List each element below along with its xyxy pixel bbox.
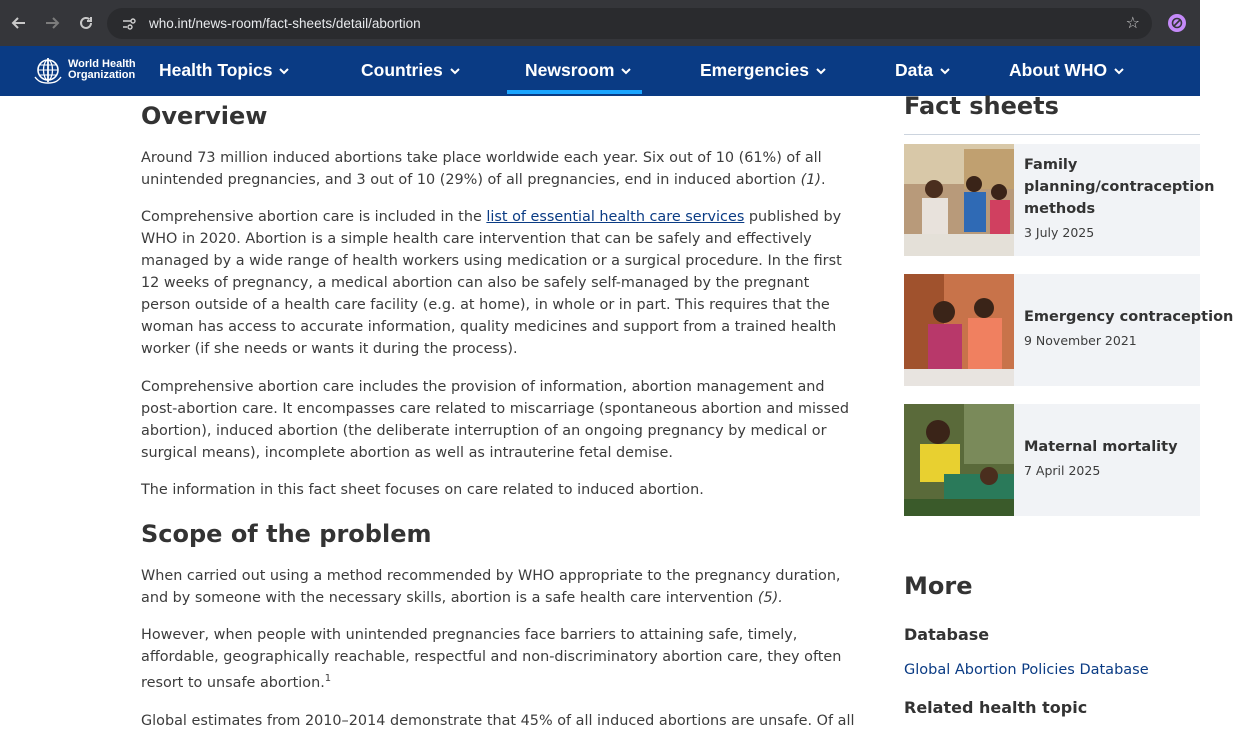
paragraph-7-partial: Global estimates from 2010–2014 demonstrate that 45% of all induced abortions are unsafe. Of all xyxy=(141,713,855,729)
nav-label: Data xyxy=(895,60,933,80)
chevron-down-icon xyxy=(620,65,632,77)
chevron-down-icon xyxy=(449,65,461,77)
logo-line-1: World Health xyxy=(68,58,136,70)
card-title xyxy=(1024,306,1233,328)
nav-label: Emergencies xyxy=(700,60,809,80)
related-health-topic-heading: Related health topic xyxy=(904,698,1088,717)
fact-sheet-card[interactable] xyxy=(904,274,1233,386)
citation-5: (5). xyxy=(757,590,783,606)
url-text[interactable]: who.int/news-room/fact-sheets/detail/abortion xyxy=(149,16,421,31)
chevron-down-icon xyxy=(939,65,951,77)
paragraph-6-text: However, when people with unintended pregnancies face barriers to attaining safe, timely, affordable, geographically reachable, respectful and non-discriminatory abortion care, they often resort to unsafe abortion. xyxy=(141,627,842,691)
scope-heading: Scope of the problem xyxy=(141,520,432,548)
chevron-down-icon xyxy=(1113,65,1125,77)
logo-line-2: Organization xyxy=(68,69,136,81)
nav-newsroom[interactable] xyxy=(525,60,632,81)
extension-icon[interactable] xyxy=(1168,14,1186,32)
fact-sheet-card[interactable] xyxy=(904,144,1215,256)
emergency-contraception-photo xyxy=(904,274,1014,386)
family-planning-photo xyxy=(904,144,1014,256)
card-date: 7 April 2025 xyxy=(1024,463,1101,478)
main-navigation xyxy=(0,46,1200,96)
paragraph-4: The information in this fact sheet focuses on care related to induced abortion. xyxy=(141,482,704,498)
paragraph-3: Comprehensive abortion care includes the provision of information, abortion management and post-abortion care. It encompasses care related to miscarriage (spontaneous abortion and missed abortion), induced abortion (the deliberate interruption of an ongoing pregnancy by medical or surgical means), incomplete abortion as well as intrauterine fetal demise. xyxy=(141,379,849,461)
paragraph-5 xyxy=(141,565,856,609)
nav-health-topics[interactable] xyxy=(159,60,290,81)
nav-label: Countries xyxy=(361,60,443,80)
global-abortion-policies-link[interactable]: Global Abortion Policies Database xyxy=(904,662,1149,678)
nav-countries[interactable] xyxy=(361,60,461,81)
card-title-line: methods xyxy=(1024,201,1096,217)
nav-label: Health Topics xyxy=(159,60,273,80)
overview-heading: Overview xyxy=(141,102,268,130)
card-title xyxy=(1024,436,1178,458)
paragraph-6 xyxy=(141,624,856,694)
card-title-line: Maternal mortality xyxy=(1024,439,1178,455)
card-date: 3 July 2025 xyxy=(1024,225,1095,240)
browser-toolbar xyxy=(0,0,1200,46)
card-title-line: Family xyxy=(1024,157,1078,173)
database-heading: Database xyxy=(904,625,990,644)
footnote-1[interactable]: 1 xyxy=(324,673,332,684)
nav-data[interactable] xyxy=(895,60,951,81)
address-bar[interactable] xyxy=(107,8,1152,39)
paragraph-2-pre: Comprehensive abortion care is included in the xyxy=(141,209,487,225)
card-date: 9 November 2021 xyxy=(1024,333,1137,348)
paragraph-1: Around 73 million induced abortions take place worldwide each year. Six out of 10 (61%) of all unintended pregnancies, and 3 out of 10 (29%) of all pregnancies, end in induced abortion (1). xyxy=(141,150,826,188)
nav-label: Newsroom xyxy=(525,60,615,80)
paragraph-2 xyxy=(141,206,856,360)
forward-icon[interactable] xyxy=(36,7,68,39)
fact-sheet-card[interactable] xyxy=(904,404,1200,516)
essential-services-link[interactable]: list of essential health care services xyxy=(486,209,745,225)
bookmark-star-icon[interactable]: ☆ xyxy=(1125,13,1140,32)
card-title-line: planning/contraception xyxy=(1024,179,1215,195)
who-emblem-icon xyxy=(32,55,64,85)
paragraph-1-text: Around 73 million induced abortions take place worldwide each year. Six out of 10 (61%) of all unintended pregnancies, and 3 out of 10 (29%) of all pregnancies, end in induced abortion xyxy=(141,150,822,188)
active-nav-indicator xyxy=(507,90,642,94)
back-icon[interactable] xyxy=(3,7,35,39)
maternal-mortality-photo xyxy=(904,404,1014,516)
more-heading: More xyxy=(904,572,973,600)
divider xyxy=(904,134,1200,135)
chevron-down-icon xyxy=(815,65,827,77)
card-title-line: Emergency contraception xyxy=(1024,309,1233,325)
reload-icon[interactable] xyxy=(70,7,102,39)
nav-about-who[interactable] xyxy=(1009,60,1125,81)
fact-sheets-heading: Fact sheets xyxy=(904,92,1059,120)
site-info-icon[interactable] xyxy=(115,13,143,35)
nav-label: About WHO xyxy=(1009,60,1108,80)
card-title xyxy=(1024,154,1215,220)
paragraph-5-text: When carried out using a method recommended by WHO appropriate to the pregnancy duration, and by someone with the necessary skills, abortion is a safe health care intervention xyxy=(141,568,841,606)
who-logo[interactable] xyxy=(32,55,136,85)
nav-emergencies[interactable] xyxy=(700,60,827,81)
citation-1: (1) xyxy=(800,172,821,188)
chevron-down-icon xyxy=(278,65,290,77)
paragraph-2-post: published by WHO in 2020. Abortion is a simple health care intervention that can be safely and effectively managed by a wide range of health workers using medication or a surgical procedure. In the first 12 weeks of pregnancy, a medical abortion can also be safely self-managed by the pregnant person outside of a health care facility (e.g. at home), in whole or in part. This requires that the woman has access to accurate information, quality medicines and support from a trained health worker (if she needs or wants it during the process). xyxy=(141,209,842,357)
